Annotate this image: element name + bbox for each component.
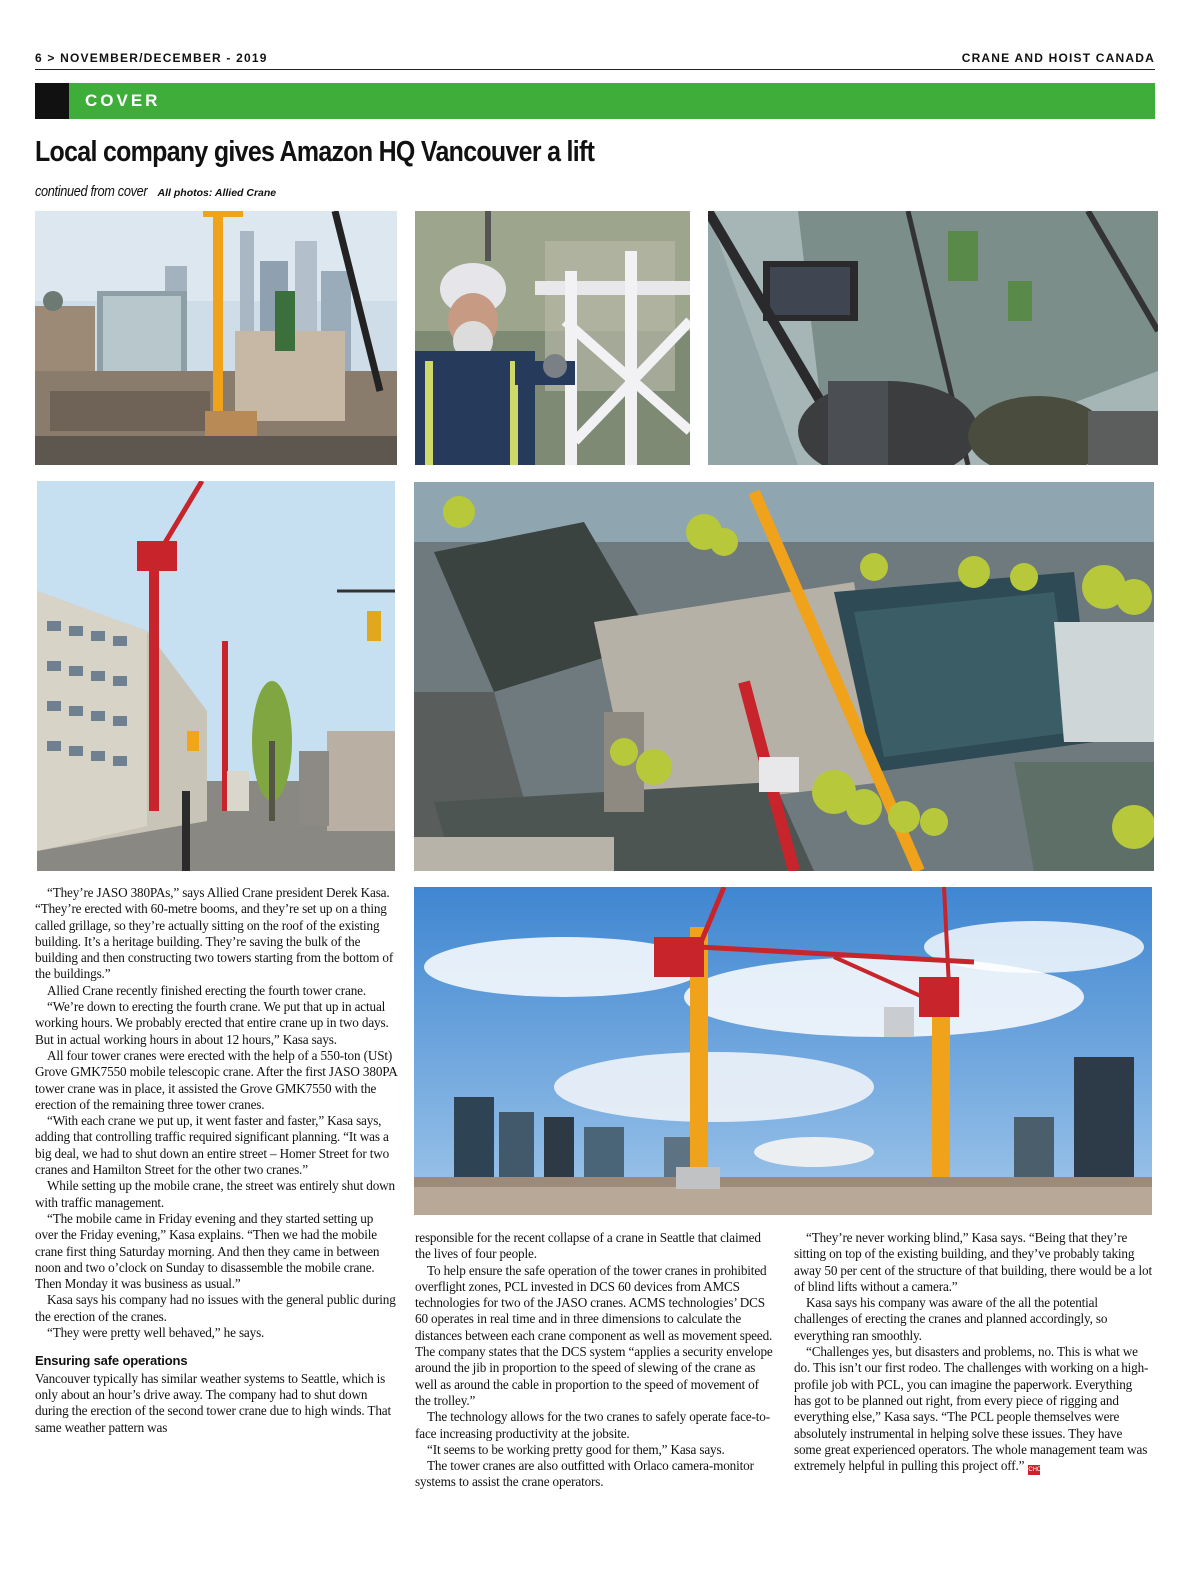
paragraph: While setting up the mobile crane, the street was entirely shut down with traffic management. — [35, 1178, 395, 1210]
photo-crane-worker — [415, 211, 690, 465]
paragraph: The technology allows for the two cranes to safely operate face-to-face increasing productivity at the jobsite. — [415, 1409, 770, 1441]
paragraph: Kasa says his company was aware of the all the potential challenges of erecting the cranes and planned accordingly, so everything ran smoothly. — [794, 1295, 1108, 1343]
paragraph: “With each crane we put up, it went faster and faster,” Kasa says, adding that controlling traffic required significant planning. “It was a big deal, we had to shut down an entire street – Homer Street for two cranes and Hamilton Street for the other two cranes.” — [35, 1113, 390, 1178]
subhead: Ensuring safe operations — [35, 1353, 188, 1369]
paragraph-text: “Challenges yes, but disasters and problems, no. This is what we do. This isn’t our first rodeo. The challenges with working on a high-profile job with PCL, you can imagine the paperwork. Everything has got to be planned out right, from every piece of rigging and everything else,” Kasa says. “The PCL people themselves were absolutely instrumental in helping solve these issues. They have some great experienced operators. The whole management team was extremely helpful in pulling this project off.” — [794, 1344, 1149, 1474]
paragraph: All four tower cranes were erected with the help of a 550-ton (USt) Grove GMK7550 mobile telescopic crane. After the first JASO 380PA tower crane was in place, it assisted the Grove GMK7550 with the erection of the remaining three tower cranes. — [35, 1047, 397, 1112]
paragraph: To help ensure the safe operation of the tower cranes in prohibited overflight zones, PCL invested in DCS 60 devices from AMCS technologies for two of the JASO cranes. ACMS technologies’ DCS 60 operates in real time and in three dimensions to calculate the distances between each crane component as well as movement speed. The company states that the DCS system “applies a security envelope around the jib in proportion to the speed of slewing of the crane as well as around the cable in proportion to the speed of movement of the trolley.” — [415, 1262, 773, 1408]
page-info: 6 > NOVEMBER/DECEMBER - 2019 — [35, 51, 268, 65]
section-bar-block — [35, 83, 69, 119]
article-column-1 — [35, 885, 397, 1436]
article-subline — [35, 183, 735, 201]
paragraph: responsible for the recent collapse of a crane in Seattle that claimed the lives of four people. — [415, 1230, 761, 1262]
section-bar — [35, 83, 1155, 119]
paragraph: “The mobile came in Friday evening and they started setting up over the Friday evening,” Kasa explains. “Then we had the mobile crane first thing Saturday morning. And then they came in between noon and two o’clock on Sunday to disassemble the mobile crane. Then Monday it was business as usual.” — [35, 1210, 380, 1292]
paragraph: The tower cranes are also outfitted with Orlaco camera-monitor systems to assist the crane operators. — [415, 1458, 754, 1490]
paragraph: Vancouver typically has similar weather systems to Seattle, which is only about an hour’s drive away. The company had to shut down during the erection of the second tower crane due to high winds. That same weather pattern was — [35, 1370, 391, 1435]
photo-two-cranes — [414, 887, 1152, 1215]
photo-crane-cab — [708, 211, 1158, 465]
article-column-2 — [415, 1230, 777, 1491]
running-header — [35, 50, 1155, 70]
continued-from-cover: continued from cover — [35, 183, 148, 200]
photo-aerial-site — [414, 482, 1154, 871]
paragraph: Allied Crane recently finished erecting the fourth tower crane. — [47, 982, 367, 998]
photo-street-cranes — [37, 481, 395, 871]
paragraph: “It seems to be working pretty good for them,” Kasa says. — [427, 1441, 725, 1457]
article-column-3 — [794, 1230, 1152, 1475]
photo-rooftop-crane — [35, 211, 397, 465]
paragraph: Kasa says his company had no issues with the general public during the erection of the cranes. — [35, 1292, 396, 1324]
publication-name: CRANE AND HOIST CANADA — [961, 51, 1155, 65]
end-mark-icon: CHC — [1028, 1467, 1041, 1474]
paragraph — [794, 1344, 1152, 1475]
paragraph: “We’re down to erecting the fourth crane. We put that up in actual working hours. We probably erected that entire crane up in two days. But in actual working hours in about 12 hours,” Kasa says. — [35, 999, 389, 1047]
paragraph: “They were pretty well behaved,” he says. — [47, 1325, 265, 1341]
article-headline: Local company gives Amazon HQ Vancouver a lift — [35, 136, 595, 168]
photo-credit: All photos: Allied Crane — [157, 187, 277, 199]
paragraph: “They’re never working blind,” Kasa says. “Being that they’re sitting on top of the existing building, and they’ve probably taking away 50 per cent of the structure of that building, there would be a lot of blind lifts without a camera.” — [794, 1230, 1152, 1294]
section-label: COVER — [85, 91, 161, 110]
paragraph: “They’re JASO 380PAs,” says Allied Crane president Derek Kasa. “They’re erected with 60-metre booms, and they’re set up on a thing called grillage, so they’re actually sitting on the roof of the existing building. It’s a heritage building. They’re saving the bulk of the building and then constructing two towers starting from the bottom of the buildings.” — [35, 885, 394, 982]
